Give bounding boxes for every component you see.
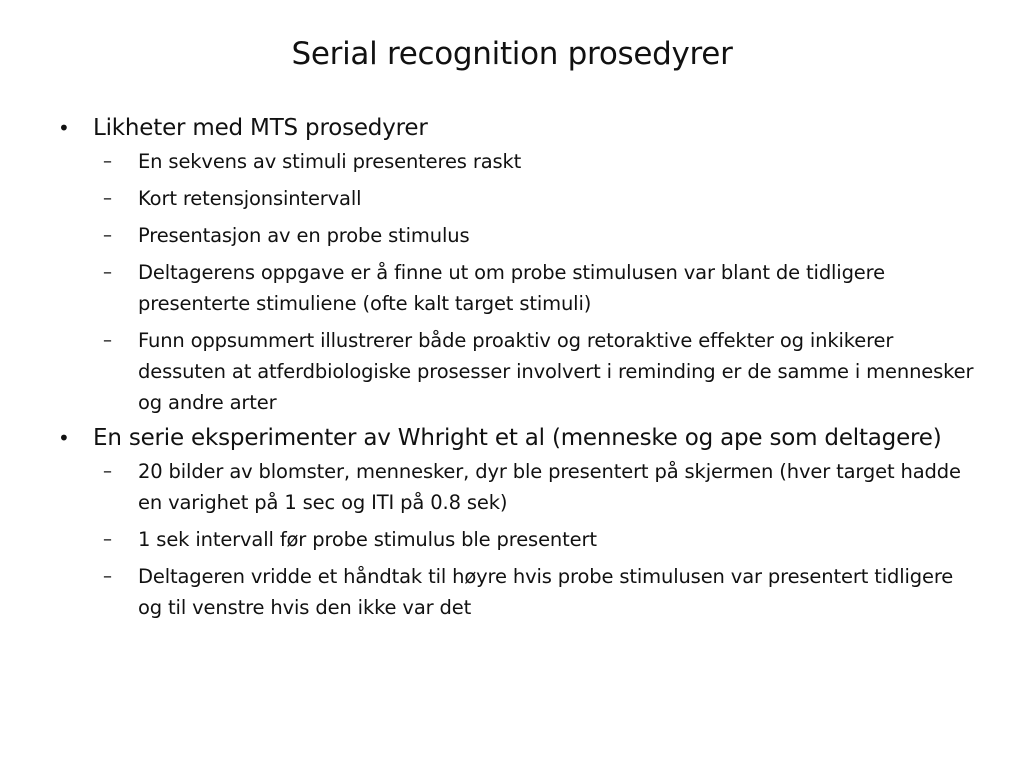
sub-item — [93, 524, 976, 555]
bullet-item-2 — [56, 422, 976, 623]
bullet-item-1 — [56, 112, 976, 418]
bullet-text: Likheter med MTS prosedyrer — [93, 115, 428, 141]
sub-item-text: Presentasjon av en probe stimulus — [138, 224, 470, 247]
bullet-icon: • — [58, 426, 70, 450]
sub-item — [93, 325, 976, 418]
dash-icon: – — [103, 151, 112, 172]
sub-item — [93, 257, 976, 319]
slide-title: Serial recognition prosedyrer — [291, 36, 733, 72]
dash-icon: – — [103, 566, 112, 587]
sub-item-text: 20 bilder av blomster, mennesker, dyr ble presentert på skjermen (hver target hadde en varighet på 1 sec og ITI på 0.8 sek) — [138, 460, 961, 514]
sub-item — [93, 220, 976, 251]
dash-icon: – — [103, 225, 112, 246]
sub-item-text: Funn oppsummert illustrerer både proaktiv og retoraktive effekter og inkikerer dessuten at atferdbiologiske prosesser involvert i reminding er de samme i mennesker og andre arter — [138, 329, 974, 414]
sub-item — [93, 183, 976, 214]
sub-item-text: En sekvens av stimuli presenteres raskt — [138, 150, 522, 173]
sub-item — [93, 146, 976, 177]
sub-item — [93, 456, 976, 518]
bullet-text: En serie eksperimenter av Whright et al (menneske og ape som deltagere) — [93, 425, 942, 451]
sub-item — [93, 561, 976, 623]
dash-icon: – — [103, 461, 112, 482]
dash-icon: – — [103, 262, 112, 283]
dash-icon: – — [103, 529, 112, 550]
sub-item-text: Kort retensjonsintervall — [138, 187, 362, 210]
dash-icon: – — [103, 188, 112, 209]
sub-item-text: 1 sek intervall før probe stimulus ble presentert — [138, 528, 597, 551]
bullet-icon: • — [58, 116, 70, 140]
sub-item-text: Deltagerens oppgave er å finne ut om probe stimulusen var blant de tidligere presenterte stimuliene (ofte kalt target stimuli) — [138, 261, 885, 315]
sub-list — [93, 146, 976, 418]
sub-item-text: Deltageren vridde et håndtak til høyre hvis probe stimulusen var presentert tidligere og til venstre hvis den ikke var det — [138, 565, 954, 619]
dash-icon: – — [103, 330, 112, 351]
sub-list — [93, 456, 976, 623]
slide-body — [56, 108, 976, 625]
